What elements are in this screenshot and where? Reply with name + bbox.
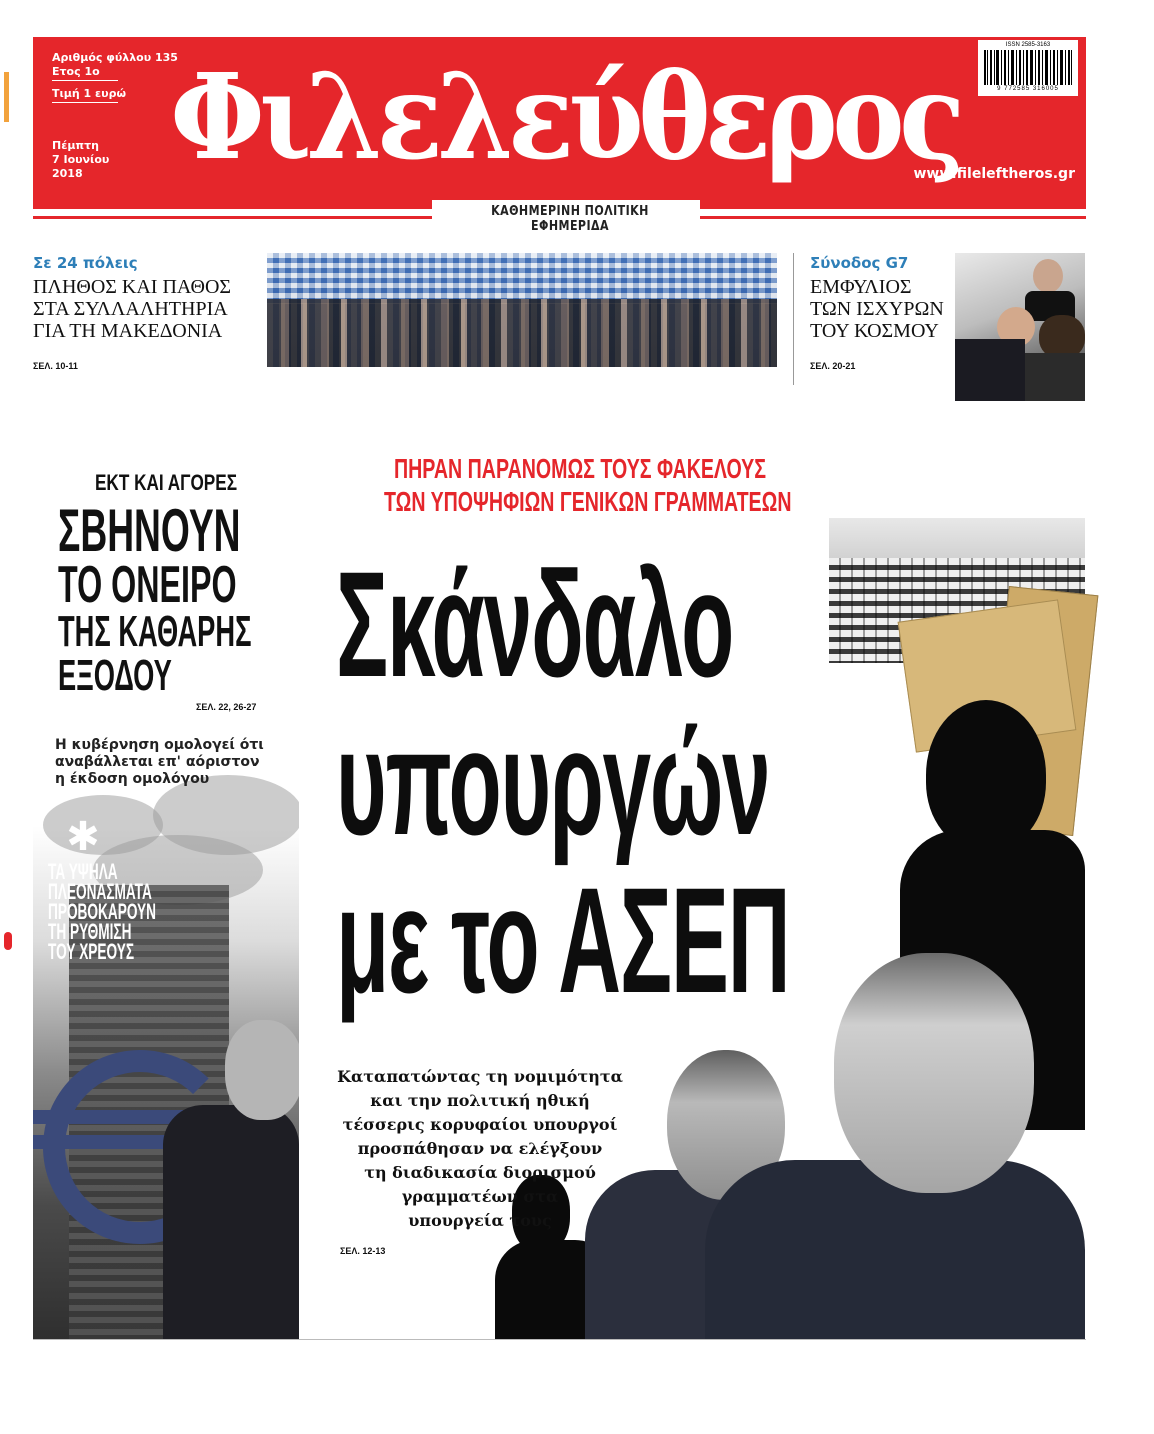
main-headline[interactable] (336, 540, 1118, 1024)
main-summary: Καταπατώντας τη νομιμότητα και την πολιτική ηθική τέσσερις κορυφαίοι υπουργοί προσπάθησαν να ελέγξουν τη διαδικασία διορισμού γραμματέων στα υπουργεία τους (337, 1067, 623, 1230)
debt-headline-line: ΠΡΟΒΟΚΑΡΟΥΝ (48, 899, 156, 924)
date-year: 2018 (52, 167, 83, 180)
barcode (978, 40, 1078, 96)
leader-head (1033, 259, 1063, 293)
teaser-left-pages: ΣΕΛ. 10-11 (33, 361, 78, 371)
date: 7 Ιουνίου (52, 153, 110, 166)
teaser-left-kicker: Σε 24 πόλεις (33, 254, 138, 272)
newspaper-logo[interactable]: Φιλελεύθερος (170, 46, 960, 186)
rally-crowd-photo[interactable] (267, 253, 777, 367)
debt-headline[interactable] (48, 859, 248, 964)
ecb-pages: ΣΕΛ. 22, 26-27 (196, 702, 257, 712)
ecb-star-icon: ✱ (66, 815, 100, 859)
minister-suit (705, 1160, 1085, 1340)
leader-suit (955, 339, 1025, 401)
price: Τιμή 1 ευρώ (52, 87, 127, 100)
ecb-headline[interactable] (58, 497, 358, 700)
main-deck (300, 452, 860, 518)
ecb-headline-line: ΣΒΗΝΟΥΝ (58, 497, 241, 564)
euro-bar (33, 1135, 183, 1149)
draghi-suit (163, 1105, 299, 1339)
ecb-headline-line: ΤΗΣ ΚΑΘΑΡΗΣ (58, 607, 252, 656)
issue-number: Αριθμός φύλλου 135 (52, 51, 178, 64)
issn-number: ISSN 2585-3163 (1005, 42, 1051, 48)
teaser-right-kicker: Σύνοδος G7 (810, 254, 909, 272)
main-deck-line: ΠΗΡΑΝ ΠΑΡΑΝΟΜΩΣ ΤΟΥΣ ΦΑΚΕΛΟΥΣ (393, 453, 767, 484)
euro-bar (33, 1110, 183, 1124)
barcode-icon (984, 50, 1072, 85)
main-deck-line: ΤΩΝ ΥΠΟΨΗΦΙΩΝ ΓΕΝΙΚΩΝ ΓΡΑΜΜΑΤΕΩΝ (384, 486, 792, 517)
website-link[interactable]: www.fileleftheros.gr (913, 166, 1075, 182)
debt-headline-line: ΠΛΕΟΝΑΣΜΑΤΑ (48, 879, 152, 904)
meta-divider (52, 80, 118, 81)
debt-headline-line: ΤΟΥ ΧΡΕΟΥΣ (48, 939, 135, 964)
column-divider (793, 253, 794, 385)
issue-year: Ετος 1ο (52, 65, 100, 78)
debt-headline-line: ΤΑ ΥΨΗΛΑ (48, 859, 118, 884)
greek-flags-image (267, 253, 777, 304)
weekday: Πέμπτη (52, 139, 99, 152)
main-pages: ΣΕΛ. 12-13 (340, 1246, 386, 1256)
teaser-left-headline[interactable]: ΠΛΗΘΟΣ ΚΑΙ ΠΑΘΟΣ ΣΤΑ ΣΥΛΛΑΛΗΤΗΡΙΑ ΓΙΑ ΤΗ ΜΑΚΕΔΟΝΙΑ (33, 276, 232, 342)
edge-marker (4, 932, 12, 950)
teaser-right-headline[interactable]: ΕΜΦΥΛΙΟΣ ΤΩΝ ΙΣΧΥΡΩΝ ΤΟΥ ΚΟΣΜΟΥ (810, 276, 944, 342)
barcode-number: 9 772585 316005 (997, 86, 1059, 92)
g7-leaders-photo[interactable] (955, 253, 1085, 401)
ecb-headline-line: ΕΞΟΔΟΥ (58, 651, 172, 700)
debt-headline-line: ΤΗ ΡΥΘΜΙΣΗ (48, 919, 132, 944)
crowd-image (267, 299, 777, 367)
teaser-right-pages: ΣΕΛ. 20-21 (810, 361, 856, 371)
main-headline-line: με το ΑΣΕΠ (336, 856, 790, 1024)
tagline: ΚΑΘΗΜΕΡΙΝΗ ΠΟΛΙΤΙΚΗ ΕΦΗΜΕΡΙΔΑ (491, 204, 649, 234)
bottom-rule (33, 1339, 1086, 1340)
ecb-kicker: ΕΚΤ ΚΑΙ ΑΓΟΡΕΣ (94, 470, 238, 495)
draghi-head (225, 1020, 299, 1120)
edge-marker (4, 72, 9, 122)
main-headline-line: Σκάνδαλο (336, 540, 734, 708)
ecb-headline-line: ΤΟ ΟΝΕΙΡΟ (58, 556, 237, 614)
leader-suit (1019, 353, 1085, 401)
main-headline-line: υπουργών (336, 698, 770, 866)
meta-divider (52, 102, 118, 103)
ecb-subhead: Η κυβέρνηση ομολογεί ότι αναβάλλεται επ' αόριστον η έκδοση ομολόγου (55, 737, 264, 787)
